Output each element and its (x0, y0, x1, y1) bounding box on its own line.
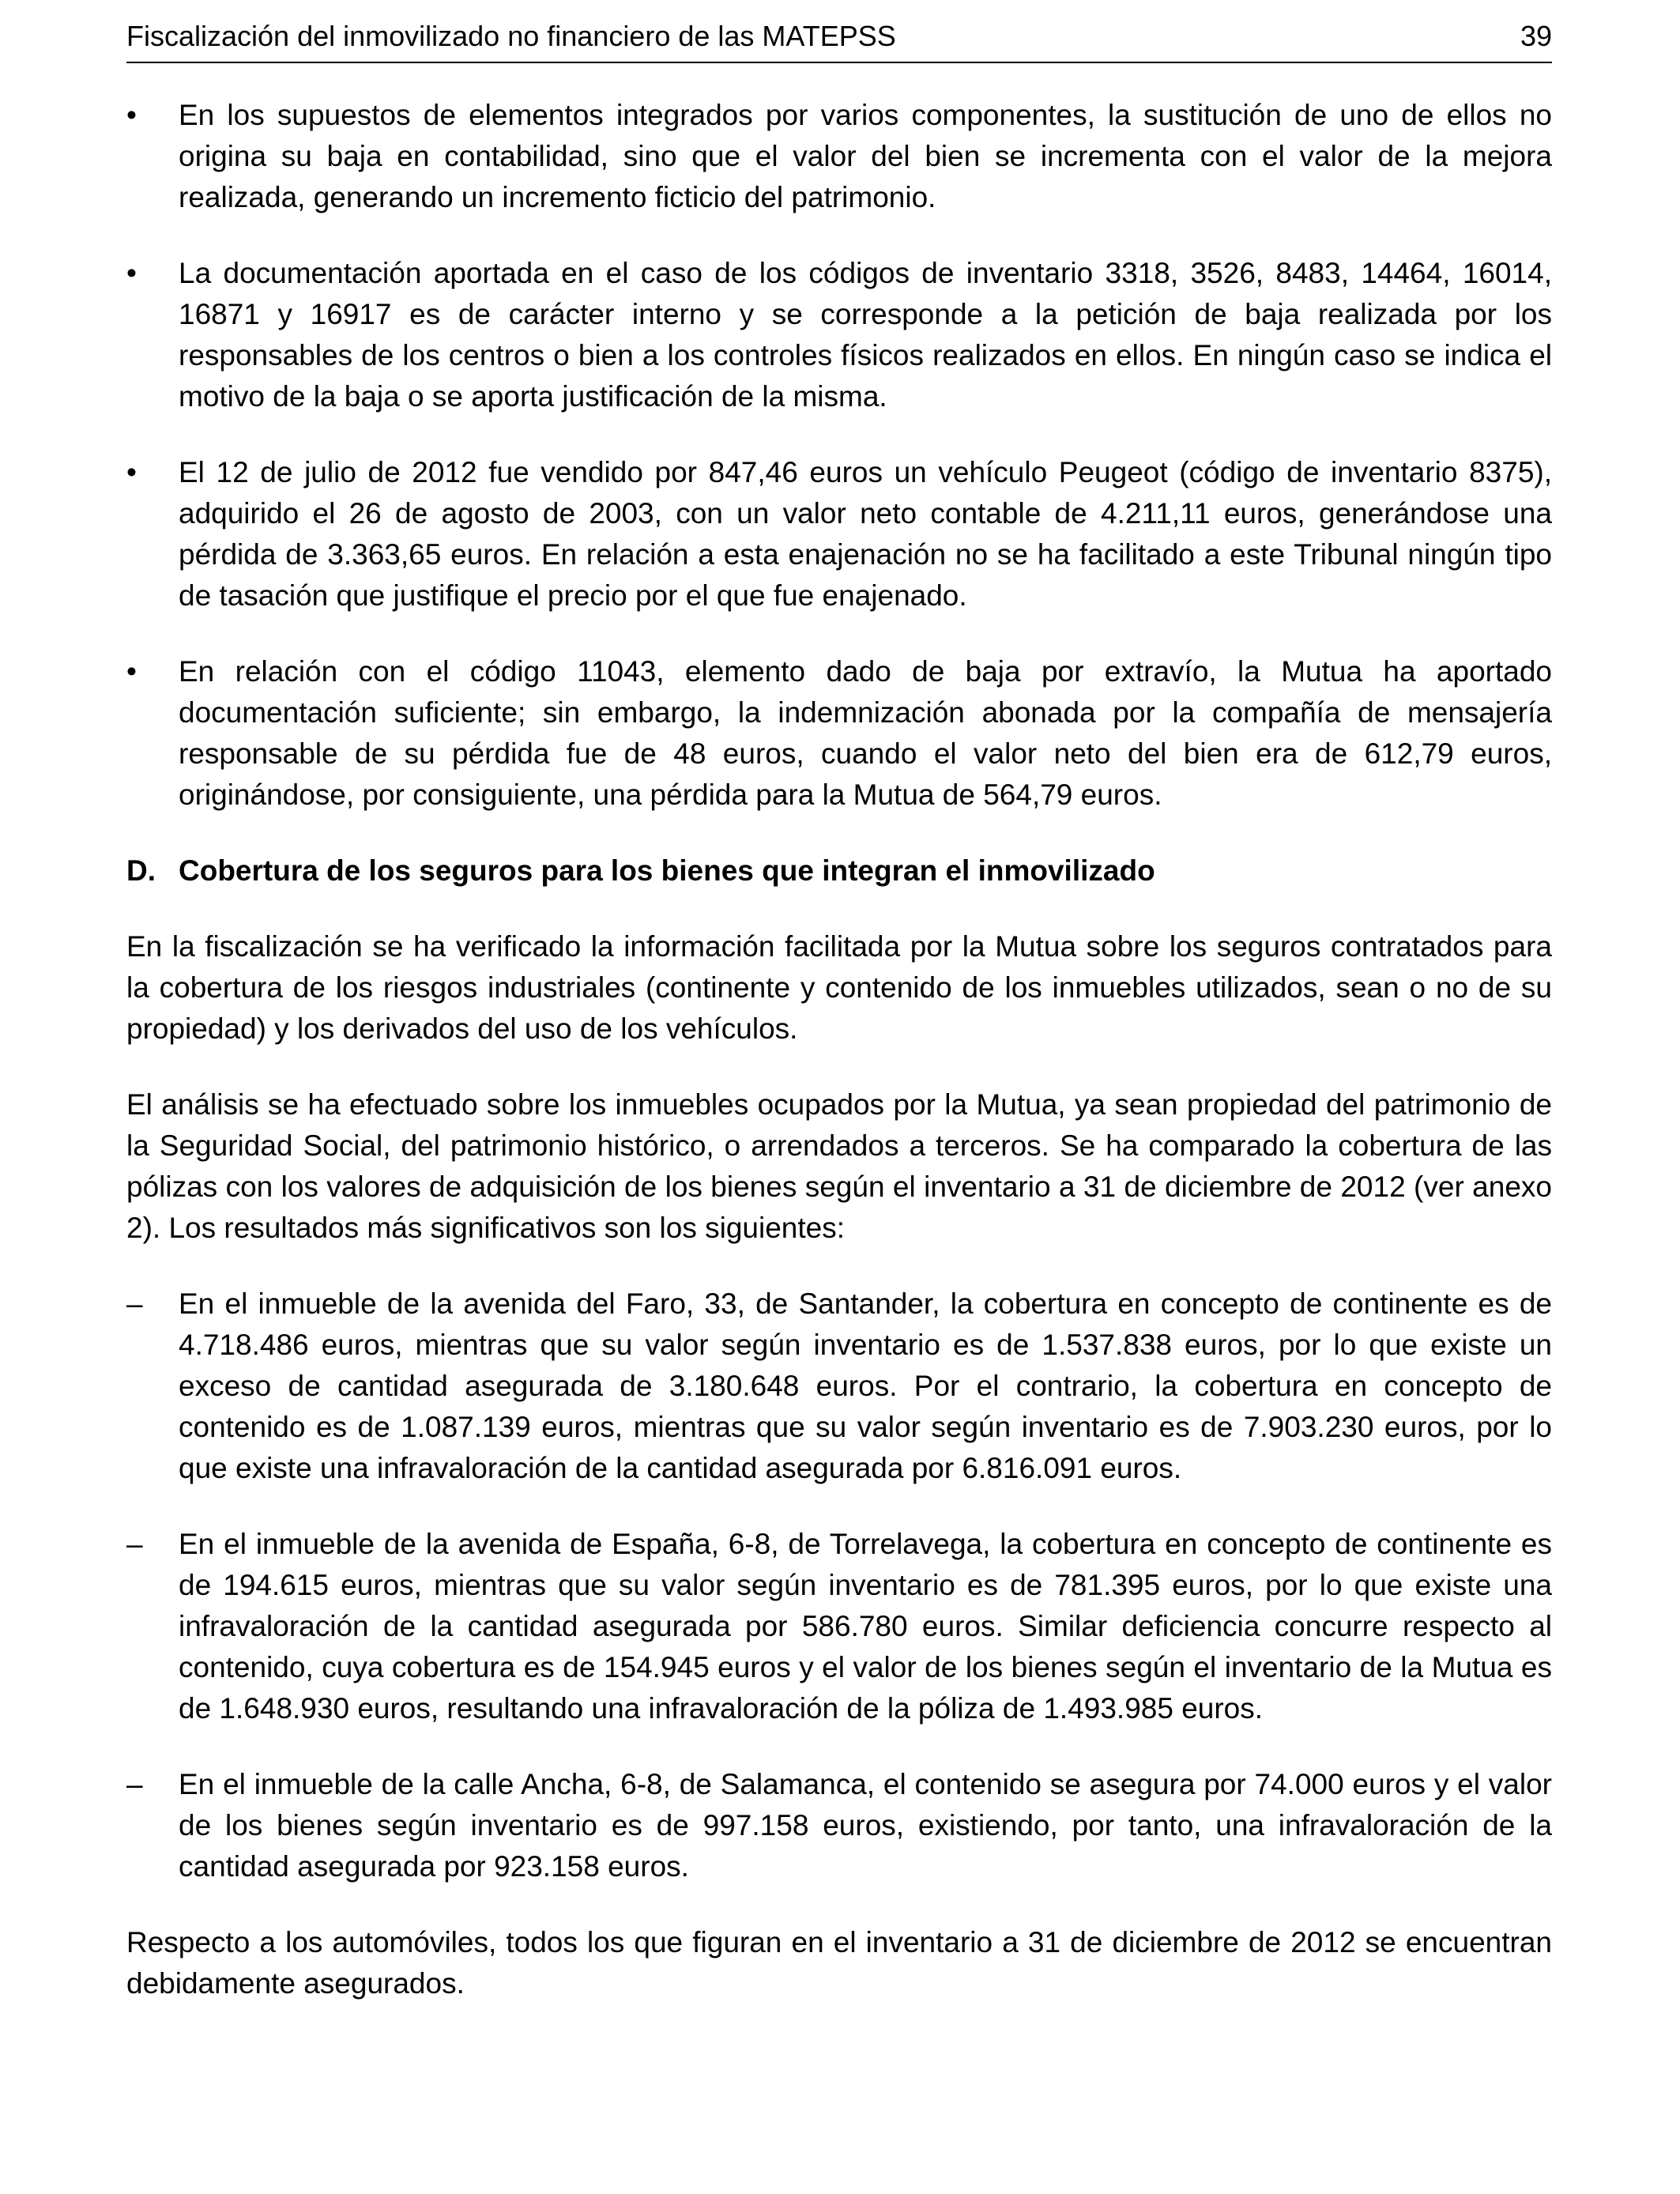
header-title: Fiscalización del inmovilizado no financiero de las MATEPSS (126, 20, 896, 52)
bullet-marker: • (126, 257, 137, 289)
bullet-text: El 12 de julio de 2012 fue vendido por 847,46 euros un vehículo Peugeot (código de inventario 8375), adquirido el 26 de agosto de 2003, con un valor neto contable de 4.211,11 euros, generándose una pérdida de 3.363,65 euros. En relación a esta enajenación no se ha facilitado a este Tribunal ningún tipo de tasación que justifique el precio por el que fue enajenado. (179, 456, 1552, 612)
dash-marker: – (126, 1287, 143, 1320)
bullet-text: La documentación aportada en el caso de los códigos de inventario 3318, 3526, 8483, 14464, 16014, 16871 y 16917 es de carácter interno y se corresponde a la petición de baja realizada por los responsables de los centros o bien a los controles físicos realizados en ellos. En ningún caso se indica el motivo de la baja o se aporta justificación de la misma. (179, 257, 1552, 413)
page-number: 39 (1520, 20, 1552, 52)
dash-text: En el inmueble de la calle Ancha, 6-8, de Salamanca, el contenido se asegura por 74.000 euros y el valor de los bienes según inventario es de 997.158 euros, existiendo, por tanto, una infravaloración de la cantidad asegurada por 923.158 euros. (179, 1768, 1552, 1883)
dash-text: En el inmueble de la avenida de España, 6-8, de Torrelavega, la cobertura en concepto de continente es de 194.615 euros, mientras que su valor según inventario es de 781.395 euros, por lo que existe una infravaloración de la cantidad asegurada por 586.780 euros. Similar deficiencia concurre respecto al contenido, cuya cobertura es de 154.945 euros y el valor de los bienes según el inventario de la Mutua es de 1.648.930 euros, resultando una infravaloración de la póliza de 1.493.985 euros. (179, 1528, 1552, 1725)
dash-list (126, 1284, 1552, 1887)
section-title: Cobertura de los seguros para los bienes que integran el inmovilizado (179, 854, 1155, 887)
bullet-marker: • (126, 99, 137, 131)
dash-item (126, 1524, 1552, 1729)
section-heading (126, 850, 1552, 892)
dash-item (126, 1764, 1552, 1887)
closing-paragraph: Respecto a los automóviles, todos los que figuran en el inventario a 31 de diciembre de 2012 se encuentran debidamente asegurados. (126, 1926, 1552, 2000)
page-header (126, 16, 1552, 63)
dash-text: En el inmueble de la avenida del Faro, 33, de Santander, la cobertura en concepto de continente es de 4.718.486 euros, mientras que su valor según inventario es de 1.537.838 euros, por lo que existe un exceso de cantidad asegurada de 3.180.648 euros. Por el contrario, la cobertura en concepto de contenido es de 1.087.139 euros, mientras que su valor según inventario es de 7.903.230 euros, por lo que existe una infravaloración de la cantidad asegurada por 6.816.091 euros. (179, 1287, 1552, 1484)
dash-marker: – (126, 1528, 143, 1560)
bullet-item (126, 253, 1552, 417)
bullet-text: En relación con el código 11043, elemento dado de baja por extravío, la Mutua ha aportado documentación suficiente; sin embargo, la indemnización abonada por la compañía de mensajería responsable de su pérdida fue de 48 euros, cuando el valor neto del bien era de 612,79 euros, originándose, por consiguiente, una pérdida para la Mutua de 564,79 euros. (179, 655, 1552, 811)
dash-item (126, 1284, 1552, 1489)
bullet-marker: • (126, 655, 137, 688)
bullet-item (126, 651, 1552, 816)
bullet-text: En los supuestos de elementos integrados por varios componentes, la sustitución de uno de ellos no origina su baja en contabilidad, sino que el valor del bien se incrementa con el valor de la mejora realizada, generando un incremento ficticio del patrimonio. (179, 99, 1552, 213)
document-page (126, 16, 1552, 2039)
dash-marker: – (126, 1768, 143, 1800)
bullet-item (126, 95, 1552, 218)
bullet-item (126, 452, 1552, 616)
section-letter: D. (126, 854, 156, 887)
bullet-list (126, 95, 1552, 816)
body-paragraph: En la fiscalización se ha verificado la información facilitada por la Mutua sobre los seguros contratados para la cobertura de los riesgos industriales (continente y contenido de los inmuebles utilizados, sean o no de su propiedad) y los derivados del uso de los vehículos. (126, 930, 1552, 1045)
body-paragraph: El análisis se ha efectuado sobre los inmuebles ocupados por la Mutua, ya sean propiedad del patrimonio de la Seguridad Social, del patrimonio histórico, o arrendados a terceros. Se ha comparado la cobertura de las pólizas con los valores de adquisición de los bienes según el inventario a 31 de diciembre de 2012 (ver anexo 2). Los resultados más significativos son los siguientes: (126, 1088, 1552, 1244)
bullet-marker: • (126, 456, 137, 488)
